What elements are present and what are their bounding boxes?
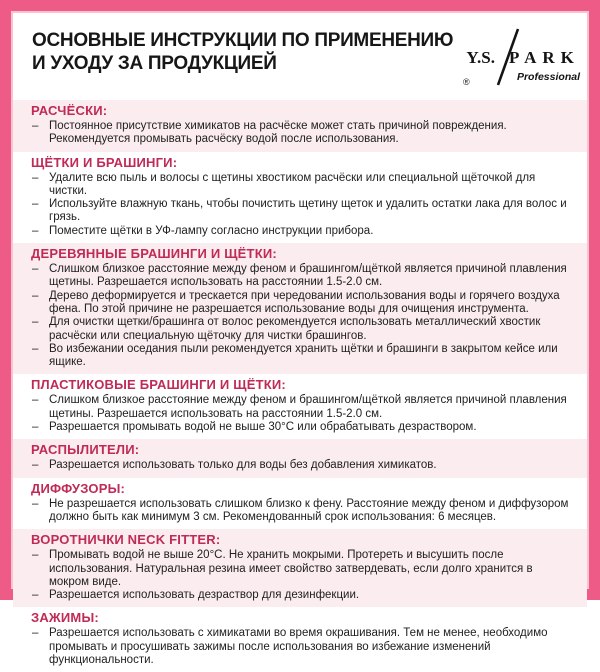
bullet-dash: – — [32, 421, 39, 434]
bullet-dash: – — [32, 549, 39, 562]
bullet-dash: – — [32, 497, 39, 510]
bullet-text: Слишком близкое расстояние между феном и брашингом/щёткой является причиной плавления щетины. Разрешается использовать на расстоянии 1.5-2.0 см. — [49, 263, 567, 289]
list-item — [31, 627, 573, 667]
bullet-dash: – — [32, 394, 39, 407]
section-1 — [13, 100, 587, 152]
brand-logo — [453, 28, 589, 93]
section-heading: ДИФФУЗОРЫ: — [31, 480, 126, 496]
bullet-text: Используйте влажную ткань, чтобы почистить щетину щеток и удалить остатки лака для волос и грязь. — [49, 198, 567, 224]
bullet-text: Разрешается промывать водой не выше 30°С или обрабатывать дезраствором. — [49, 421, 477, 434]
list-item — [31, 549, 573, 589]
bullet-text: Слишком близкое расстояние между феном и брашингом/щёткой является причиной плавления щетины. Разрешается использовать на расстоянии 1.5-2.0 см. — [49, 394, 567, 420]
registered-trademark-icon: ® — [463, 77, 470, 87]
bullet-text: Постоянное присутствие химикатов на расчёске может стать причиной повреждения. Рекомендуется промывать расчёску водой после использования. — [49, 120, 507, 146]
header — [13, 13, 587, 100]
bullet-dash: – — [32, 459, 39, 472]
bullet-dash: – — [32, 171, 39, 184]
bullet-text: Дерево деформируется и трескается при чередовании использования воды и горячего воздуха фена. По этой причине не разрешается использование воды для очищения инструмента. — [49, 289, 560, 315]
list-item — [31, 120, 573, 147]
section-heading: РАСПЫЛИТЕЛИ: — [31, 442, 140, 458]
bullet-text: Удалите всю пыль и волосы с щетины хвостиком расчёски или специальной щёточкой для чистки. — [49, 171, 536, 197]
ys-park-logo-icon — [453, 28, 589, 88]
bullet-dash: – — [32, 224, 39, 237]
bullet-text: Поместите щётки в УФ-лампу согласно инструкции прибора. — [49, 224, 374, 237]
section-heading: ЗАЖИМЫ: — [31, 610, 99, 626]
bullet-dash: – — [32, 316, 39, 329]
list-item — [31, 421, 573, 434]
section-heading: ДЕРЕВЯННЫЕ БРАШИНГИ И ЩЁТКИ: — [31, 246, 277, 262]
list-item — [31, 343, 573, 370]
list-item — [31, 459, 573, 472]
bullet-dash: – — [32, 627, 39, 640]
section-3 — [13, 243, 587, 374]
list-item — [31, 263, 573, 290]
section-6 — [13, 478, 587, 530]
list-item — [31, 394, 573, 421]
title-line-2: И УХОДУ ЗА ПРОДУКЦИЕЙ — [32, 53, 277, 74]
page-title — [32, 26, 453, 75]
bullet-text: Для очистки щетки/брашинга от волос рекомендуется использовать металлический хвостик расчёски или специальную щёточку для чистки брашингов. — [49, 316, 541, 342]
section-5 — [13, 439, 587, 477]
bullet-dash: – — [32, 263, 39, 276]
bullet-dash: – — [32, 589, 39, 602]
bullet-dash: – — [32, 289, 39, 302]
list-item — [31, 225, 573, 238]
bullet-dash: – — [32, 120, 39, 132]
section-heading: ПЛАСТИКОВЫЕ БРАШИНГИ И ЩЁТКИ: — [31, 377, 286, 393]
bullet-dash: – — [32, 198, 39, 211]
section-8 — [13, 607, 587, 672]
sections — [13, 100, 587, 672]
list-item — [31, 172, 573, 199]
section-heading: ВОРОТНИЧКИ NECK FITTER: — [31, 532, 221, 548]
list-item — [31, 498, 573, 525]
list-item — [31, 198, 573, 225]
section-heading: РАСЧЁСКИ: — [31, 103, 108, 118]
list-item — [31, 589, 573, 602]
title-line-1: ОСНОВНЫЕ ИНСТРУКЦИИ ПО ПРИМЕНЕНИЮ — [32, 30, 454, 51]
section-heading: ЩЁТКИ И БРАШИНГИ: — [31, 154, 178, 170]
poster-inner — [11, 11, 589, 667]
bullet-text: Разрешается использовать с химикатами во время окрашивания. Тем не менее, необходимо промывать и просушивать зажимы после использования во избежание изменений функциональности. — [49, 627, 548, 667]
logo-professional-text: Professional — [517, 71, 581, 83]
bullet-dash: – — [32, 342, 39, 355]
section-4 — [13, 374, 587, 439]
section-2 — [13, 152, 587, 243]
bullet-text: Промывать водой не выше 20°С. Не хранить мокрыми. Протереть и высушить после использования. Натуральная резина имеет свойство затвердевать, если долго хранится в мокром виде. — [49, 549, 533, 588]
bullet-text: Во избежании оседания пыли рекомендуется хранить щётки и брашинги в закрытом кейсе или ящике. — [49, 342, 558, 369]
bullet-text: Разрешается использовать дезраствор для дезинфекции. — [49, 589, 360, 602]
list-item — [31, 290, 573, 317]
logo-park-text: PARK — [509, 48, 581, 67]
section-7 — [13, 529, 587, 607]
list-item — [31, 316, 573, 343]
logo-ys-text: Y.S. — [466, 48, 496, 67]
bullet-text: Разрешается использовать только для воды без добавления химикатов. — [49, 459, 437, 472]
bullet-text: Не разрешается использовать слишком близко к фену. Расстояние между феном и диффузором должно быть как минимум 3 см. Рекомендованный срок использования: 6 месяцев. — [49, 497, 569, 523]
